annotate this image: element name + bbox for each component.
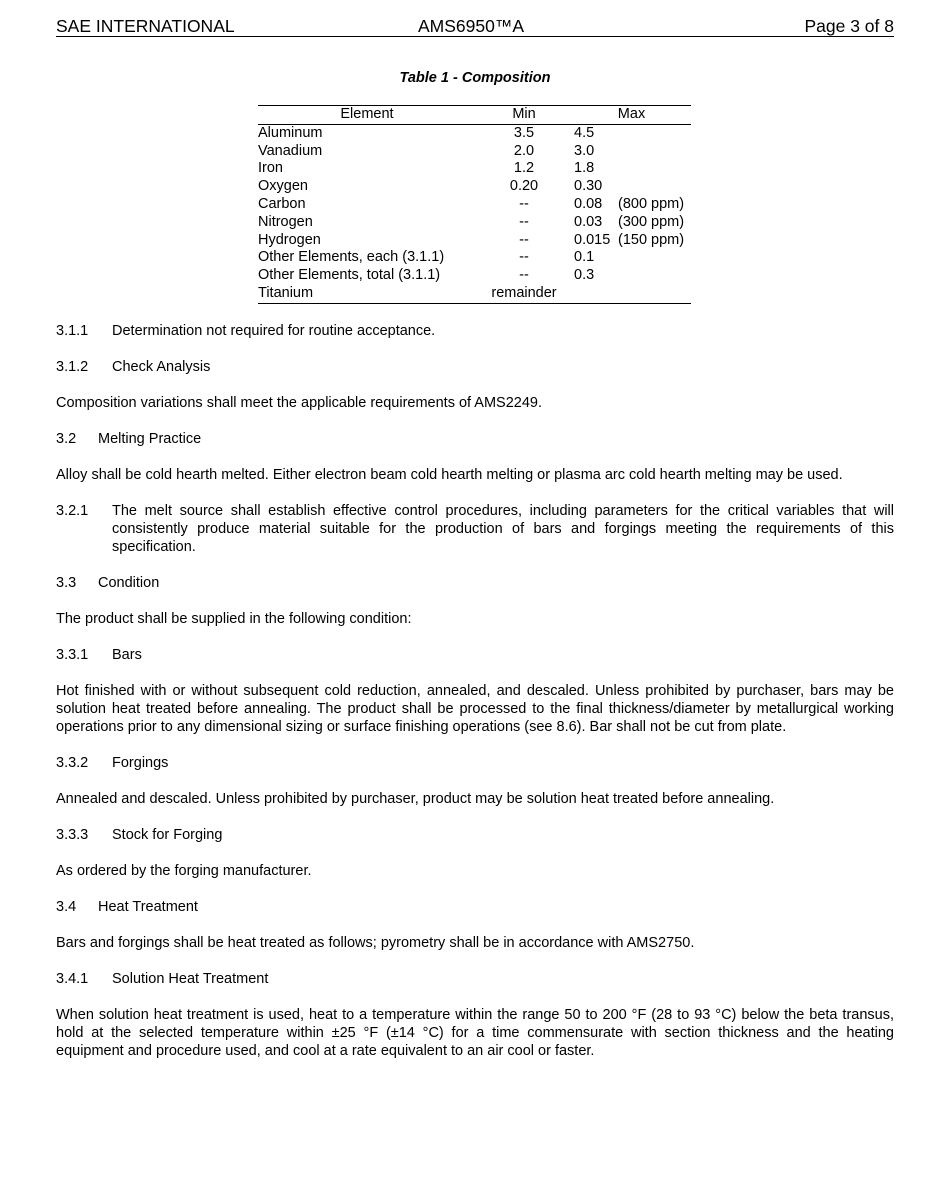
page-header [56, 16, 894, 37]
section-3-1-1 [56, 322, 894, 340]
section-text: Determination not required for routine acceptance. [112, 323, 436, 339]
cell-min: -- [519, 213, 529, 230]
header-org: SAE INTERNATIONAL [56, 16, 235, 36]
cell-ppm: (800 ppm) [618, 195, 685, 212]
cell-element: Titanium [258, 285, 476, 303]
header-page-number: Page 3 of 8 [804, 16, 894, 36]
table-row [258, 214, 691, 232]
section-title: Condition [98, 575, 160, 591]
paragraph: Composition variations shall meet the applicable requirements of AMS2249. [56, 395, 543, 411]
section-number: 3.1.1 [56, 323, 89, 339]
cell-max: 4.5 [574, 124, 595, 141]
section-3-4-1-heading [56, 970, 894, 988]
section-title: Forgings [112, 755, 169, 771]
cell-min: 2.0 [513, 142, 535, 159]
cell-min: -- [519, 195, 529, 212]
section-text: The melt source shall establish effective control procedures, including parameters for the critical variables that will consistently produce material suitable for the production of bars and forgings meeting the requirements of this specification. [112, 503, 894, 555]
cell-element: Other Elements, total (3.1.1) [258, 267, 441, 284]
cell-element: Nitrogen [258, 213, 313, 230]
header-min: Min [476, 106, 572, 125]
cell-max: 0.015 [574, 231, 611, 248]
table-caption: Table 1 - Composition [399, 70, 551, 86]
cell-min: -- [519, 249, 529, 266]
paragraph: The product shall be supplied in the following condition: [56, 611, 412, 627]
cell-max: 0.08 [574, 195, 603, 212]
table-header-row [258, 106, 691, 125]
header-max: Max [572, 106, 691, 125]
section-3-3-heading [56, 574, 894, 592]
cell-element: Aluminum [258, 124, 323, 141]
header-element: Element [258, 106, 476, 125]
paragraph: Bars and forgings shall be heat treated as follows; pyrometry shall be in accordance with AMS2750. [56, 935, 695, 951]
cell-element: Carbon [258, 195, 306, 212]
paragraph: As ordered by the forging manufacturer. [56, 863, 312, 879]
cell-max: 1.8 [574, 160, 595, 177]
cell-min: 3.5 [513, 124, 535, 141]
section-3-2-heading [56, 430, 894, 448]
section-title: Melting Practice [98, 431, 202, 447]
section-title: Heat Treatment [98, 899, 198, 915]
section-3-3-2-heading [56, 754, 894, 772]
section-3-3-3-heading [56, 826, 894, 844]
cell-max: 0.30 [574, 178, 603, 195]
section-3-3-1-heading [56, 646, 894, 664]
section-title: Check Analysis [112, 359, 211, 375]
table-row [258, 124, 691, 142]
section-3-1-2-heading [56, 358, 894, 376]
table-row [258, 267, 691, 285]
section-title: Solution Heat Treatment [112, 971, 269, 987]
section-number: 3.3.3 [56, 827, 89, 843]
composition-table [258, 105, 691, 304]
cell-element: Oxygen [258, 178, 308, 195]
paragraph: Hot finished with or without subsequent cold reduction, annealed, and descaled. Unless prohibited by purchaser, bars may be solution heat treated before annealing. The product shall be processed to the final thickness/diameter by metallurgical working operations prior to any dimensional sizing or surface finishing operations (see 8.6). Bar shall not be cut from plate. [56, 683, 894, 735]
section-number: 3.4 [56, 899, 77, 915]
table-row [258, 285, 691, 303]
cell-max: 0.03 [574, 213, 603, 230]
table-row [258, 232, 691, 250]
section-number: 3.3.1 [56, 647, 89, 663]
cell-max: 0.1 [574, 249, 595, 266]
section-3-2-1 [56, 502, 894, 556]
section-title: Bars [112, 647, 142, 663]
section-number: 3.2.1 [56, 503, 89, 519]
cell-element: Vanadium [258, 142, 323, 159]
cell-element: Other Elements, each (3.1.1) [258, 249, 445, 266]
document-body [56, 322, 894, 1060]
paragraph: When solution heat treatment is used, heat to a temperature within the range 50 to 200 °F (28 to 93 °C) below the beta transus, hold at the selected temperature within ±25 °F (±14 °C) for a time commensurate with section thickness and the heating equipment and procedure used, and cool at a rate equivalent to an air cool or faster. [56, 1007, 894, 1059]
section-title: Stock for Forging [112, 827, 223, 843]
table-row [258, 178, 691, 196]
table-row [258, 160, 691, 178]
section-number: 3.1.2 [56, 359, 89, 375]
cell-max: 0.3 [574, 267, 595, 284]
section-number: 3.4.1 [56, 971, 89, 987]
section-3-4-heading [56, 898, 894, 916]
cell-max: 3.0 [574, 142, 595, 159]
cell-min: remainder [476, 285, 572, 303]
table-row [258, 143, 691, 161]
paragraph: Annealed and descaled. Unless prohibited by purchaser, product may be solution heat treated before annealing. [56, 791, 775, 807]
cell-ppm: (300 ppm) [618, 213, 685, 230]
cell-min: 0.20 [509, 178, 539, 195]
table-row [258, 196, 691, 214]
paragraph: Alloy shall be cold hearth melted. Either electron beam cold hearth melting or plasma arc cold hearth melting may be used. [56, 467, 843, 483]
cell-element: Hydrogen [258, 231, 321, 248]
cell-element: Iron [258, 160, 283, 177]
section-number: 3.2 [56, 431, 77, 447]
cell-min: -- [519, 231, 529, 248]
header-doc-number: AMS6950™A [418, 16, 525, 36]
section-number: 3.3 [56, 575, 77, 591]
table-row [258, 249, 691, 267]
cell-min: -- [519, 267, 529, 284]
section-number: 3.3.2 [56, 755, 89, 771]
cell-ppm: (150 ppm) [618, 231, 685, 248]
cell-min: 1.2 [513, 160, 535, 177]
